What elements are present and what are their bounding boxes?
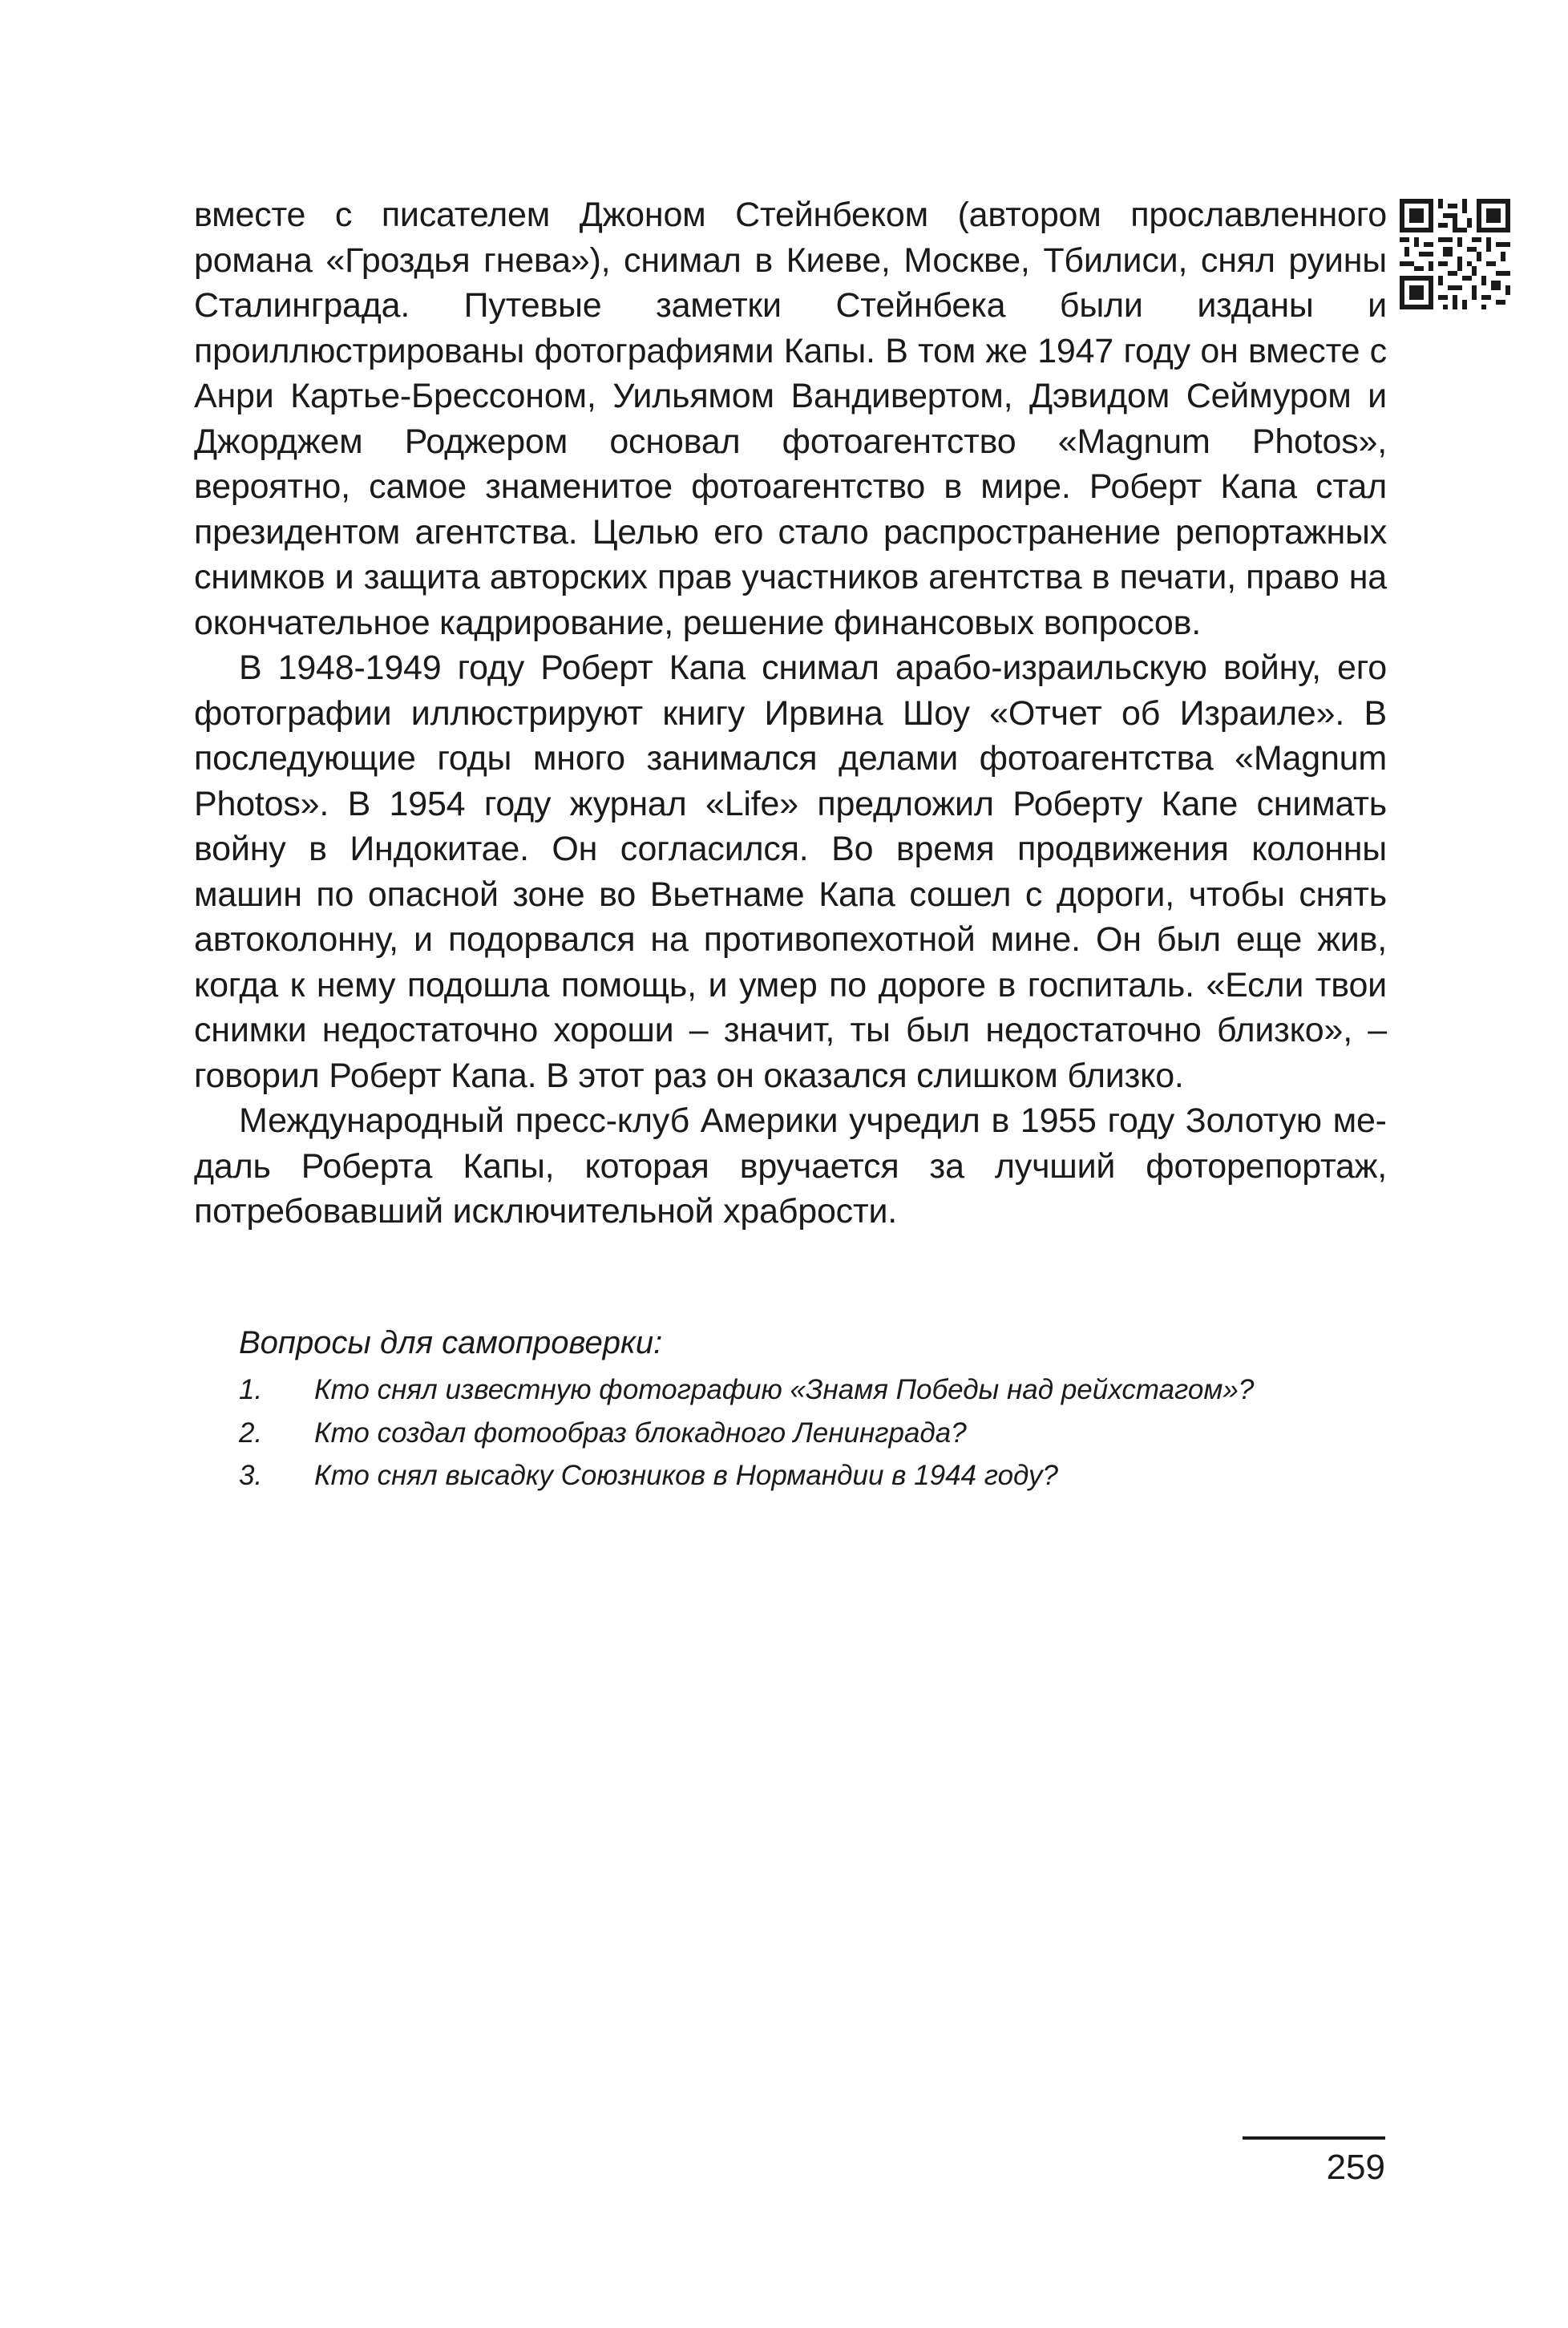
- question-item: [239, 1412, 1393, 1455]
- question-item: [239, 1454, 1393, 1497]
- main-text: [194, 192, 1387, 1235]
- paragraph-2: В 1948-1949 году Роберт Капа снимал арабо-израильскую войну, его фотографии иллюстрируют книгу Ирвина Шоу «Отчет об Израиле». В последующие годы много занимался делами фотоагентства «Magnum Photos». В 1954 году журнал «Life» предложил Роберту Капе снимать войну в Индокитае. Он согласился. Во время продвижения колонны машин по опасной зоне во Вьетнаме Капа сошел с дороги, чтобы снять автоколонну, и подорвался на противопехотной мине. Он был еще жив, когда к нему подошла помощь, и умер по дороге в госпиталь. «Если твои снимки недостаточно хороши – значит, ты был недостаточно близко», – говорил Роберт Капа. В этот раз он оказался слишком близко.: [194, 649, 1387, 1095]
- questions-title: Вопросы для самопроверки:: [239, 1325, 663, 1360]
- question-text: Кто создал фотообраз блокадного Ленинграда?: [314, 1417, 967, 1449]
- page-number-rule: [1243, 2136, 1385, 2140]
- page-number: 259: [1326, 2148, 1385, 2187]
- question-number: 1.: [239, 1374, 263, 1405]
- question-number: 2.: [239, 1417, 263, 1449]
- paragraph-3: Международный пресс-клуб Америки учредил в 1955 году Золотую медаль Роберта Капы, которая вручается за лучший фоторепортаж, потребовавший исключительной храбрости.: [194, 1101, 1387, 1231]
- question-text: Кто снял известную фотографию «Знамя Победы над рейхстагом»?: [314, 1374, 1255, 1405]
- self-check-questions: [239, 1320, 1393, 1497]
- question-text: Кто снял высадку Союзников в Нормандии в 1944 году?: [314, 1460, 1058, 1491]
- question-number: 3.: [239, 1460, 263, 1491]
- qr-code-icon[interactable]: [1400, 199, 1510, 309]
- questions-list: [239, 1368, 1393, 1497]
- paragraph-1: вместе с писателем Джоном Стейнбеком (автором прославленного романа «Гроздья гнева»), снимал в Киеве, Москве, Тбилиси, снял руины Сталинграда. Путевые заметки Стейнбека были изданы и проиллюстрированы фотографиями Капы. В том же 1947 году он вместе с Анри Картье-Брессоном, Уильямом Вандивертом, Дэвидом Сеймуром и Джорджем Роджером основал фотоагентство «Magnum Photos», вероятно, самое знаменитое фотоагентство в мире. Роберт Капа стал президентом агентства. Целью его стало распространение репортажных снимков и защита авторских прав участников агентства в печати, право на окончательное кадрирование, решение финансовых вопросов.: [194, 196, 1387, 642]
- question-item: [239, 1368, 1393, 1412]
